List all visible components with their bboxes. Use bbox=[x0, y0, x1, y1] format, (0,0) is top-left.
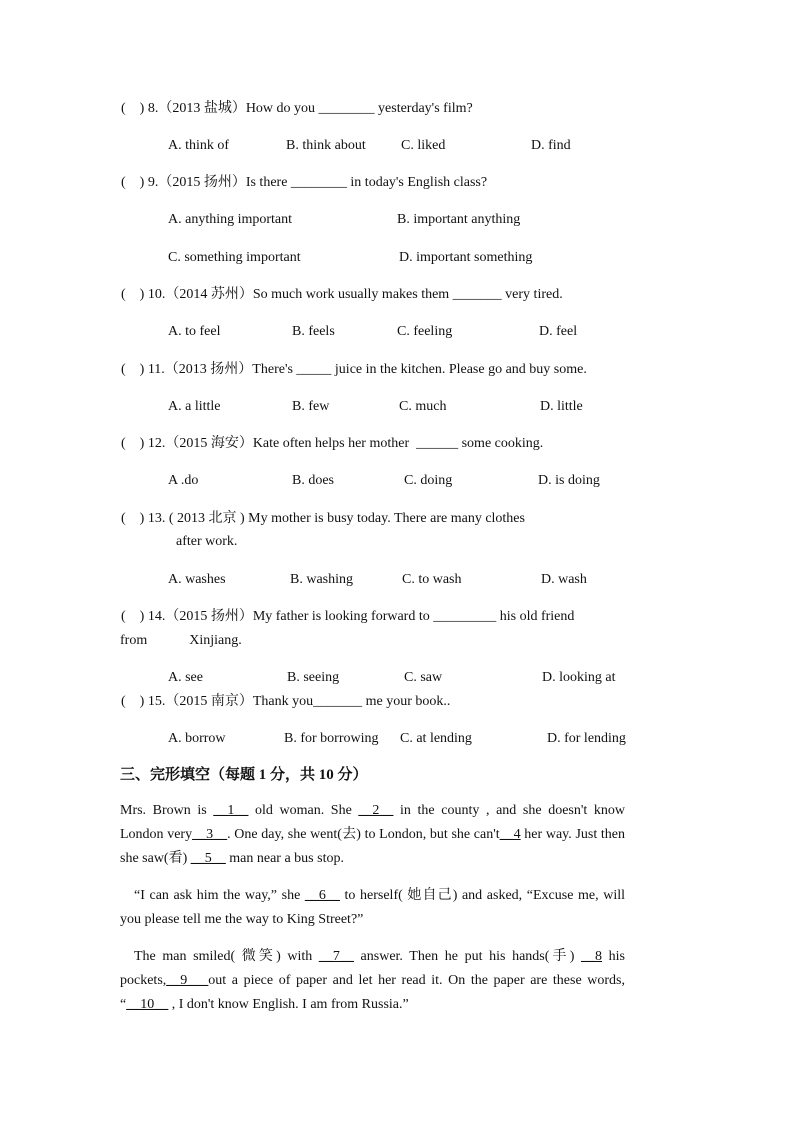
question-12-stem: ( ) 12.（2015 海安）Kate often helps her mother ______ some cooking. bbox=[121, 436, 544, 451]
question-12-option-d: D. is doing bbox=[538, 473, 600, 488]
blank-10: __10__ bbox=[126, 997, 169, 1012]
question-14-stem: ( ) 14.（2015 扬州）My father is looking forward to _________ his old friend bbox=[121, 609, 575, 624]
blank-9: __9___ bbox=[166, 973, 209, 988]
blank-7: __7__ bbox=[318, 949, 354, 964]
passage-text: her way. Just then she saw(看) bbox=[120, 827, 625, 866]
question-15-stem: ( ) 15.（2015 南京）Thank you_______ me your book.. bbox=[121, 694, 451, 709]
passage-paragraph-3 bbox=[120, 945, 625, 1017]
question-13-option-c: C. to wash bbox=[402, 572, 462, 587]
question-10-option-b: B. feels bbox=[292, 324, 335, 339]
question-14-option-c: C. saw bbox=[404, 670, 443, 685]
passage-paragraph-1 bbox=[120, 799, 625, 871]
passage-text: Mrs. Brown is bbox=[120, 803, 214, 818]
question-15-option-c: C. at lending bbox=[400, 731, 472, 746]
blank-1: __1__ bbox=[213, 803, 249, 818]
question-14-stem-continued: from Xinjiang. bbox=[120, 633, 242, 648]
question-10-option-a: A. to feel bbox=[168, 324, 221, 339]
passage-text: “I can ask him the way,” she bbox=[134, 888, 305, 903]
passage-paragraph-2 bbox=[120, 884, 625, 932]
question-8-option-d: D. find bbox=[531, 138, 571, 153]
passage-text: man near a bus stop. bbox=[225, 851, 344, 866]
question-9-option-d: D. important something bbox=[399, 250, 533, 265]
question-11-option-b: B. few bbox=[292, 399, 330, 414]
question-8-option-b: B. think about bbox=[286, 138, 366, 153]
question-13-option-a: A. washes bbox=[168, 572, 226, 587]
question-12-option-c: C. doing bbox=[404, 473, 453, 488]
question-9-stem: ( ) 9.（2015 扬州）Is there ________ in today's English class? bbox=[121, 175, 488, 190]
question-10-stem: ( ) 10.（2014 苏州）So much work usually makes them _______ very tired. bbox=[121, 287, 563, 302]
question-9-option-a: A. anything important bbox=[168, 212, 293, 227]
passage-text: , I don't know English. I am from Russia.” bbox=[168, 997, 409, 1012]
passage-text: out a piece of paper and let her read it. On the paper are these words, “ bbox=[120, 973, 625, 1012]
blank-4: __4 bbox=[499, 827, 521, 842]
passage-text: to herself( 她自己) and asked, “Excuse me, will you please tell me the way to King Street?” bbox=[120, 888, 626, 927]
question-15-option-d: D. for lending bbox=[547, 731, 626, 746]
question-13-stem: ( ) 13. ( 2013 北京 ) My mother is busy today. There are many clothes bbox=[121, 511, 525, 526]
question-10-option-d: D. feel bbox=[539, 324, 578, 339]
question-8-option-a: A. think of bbox=[168, 138, 230, 153]
blank-3: __3__ bbox=[192, 827, 228, 842]
question-13-option-d: D. wash bbox=[541, 572, 587, 587]
section-title: 三、完形填空（每题 1 分，共 10 分） bbox=[120, 767, 368, 783]
question-8-option-c: C. liked bbox=[401, 138, 446, 153]
question-14-option-b: B. seeing bbox=[287, 670, 340, 685]
blank-5: __5__ bbox=[190, 851, 226, 866]
question-11-option-d: D. little bbox=[540, 399, 583, 414]
question-15-option-a: A. borrow bbox=[168, 731, 226, 746]
question-14-option-d: D. looking at bbox=[542, 670, 616, 685]
passage-text: old woman. She bbox=[248, 803, 359, 818]
question-11-option-c: C. much bbox=[399, 399, 447, 414]
blank-2: __2__ bbox=[358, 803, 394, 818]
question-9-option-b: B. important anything bbox=[397, 212, 521, 227]
passage-text: in the county , and she doesn't know London very bbox=[120, 803, 625, 842]
question-11-option-a: A. a little bbox=[168, 399, 221, 414]
blank-8: __8 bbox=[581, 949, 602, 964]
passage-text: answer. Then he put his hands(手) bbox=[353, 949, 581, 964]
passage-text: The man smiled( 微笑) with bbox=[134, 949, 319, 964]
question-14-option-a: A. see bbox=[168, 670, 203, 685]
question-12-option-b: B. does bbox=[292, 473, 334, 488]
passage-text: . One day, she went(去) to London, but she can't bbox=[227, 827, 500, 842]
question-10-option-c: C. feeling bbox=[397, 324, 453, 339]
question-15-option-b: B. for borrowing bbox=[284, 731, 379, 746]
blank-6: __6__ bbox=[304, 888, 340, 903]
passage-text: his pockets, bbox=[120, 949, 625, 988]
question-13-option-b: B. washing bbox=[290, 572, 353, 587]
question-13-stem-continued: after work. bbox=[176, 534, 238, 549]
question-12-option-a: A .do bbox=[168, 473, 199, 488]
question-8-stem: ( ) 8.（2013 盐城）How do you ________ yesterday's film? bbox=[121, 101, 473, 116]
question-11-stem: ( ) 11.（2013 扬州）There's _____ juice in the kitchen. Please go and buy some. bbox=[121, 362, 587, 377]
question-9-option-c: C. something important bbox=[168, 250, 301, 265]
